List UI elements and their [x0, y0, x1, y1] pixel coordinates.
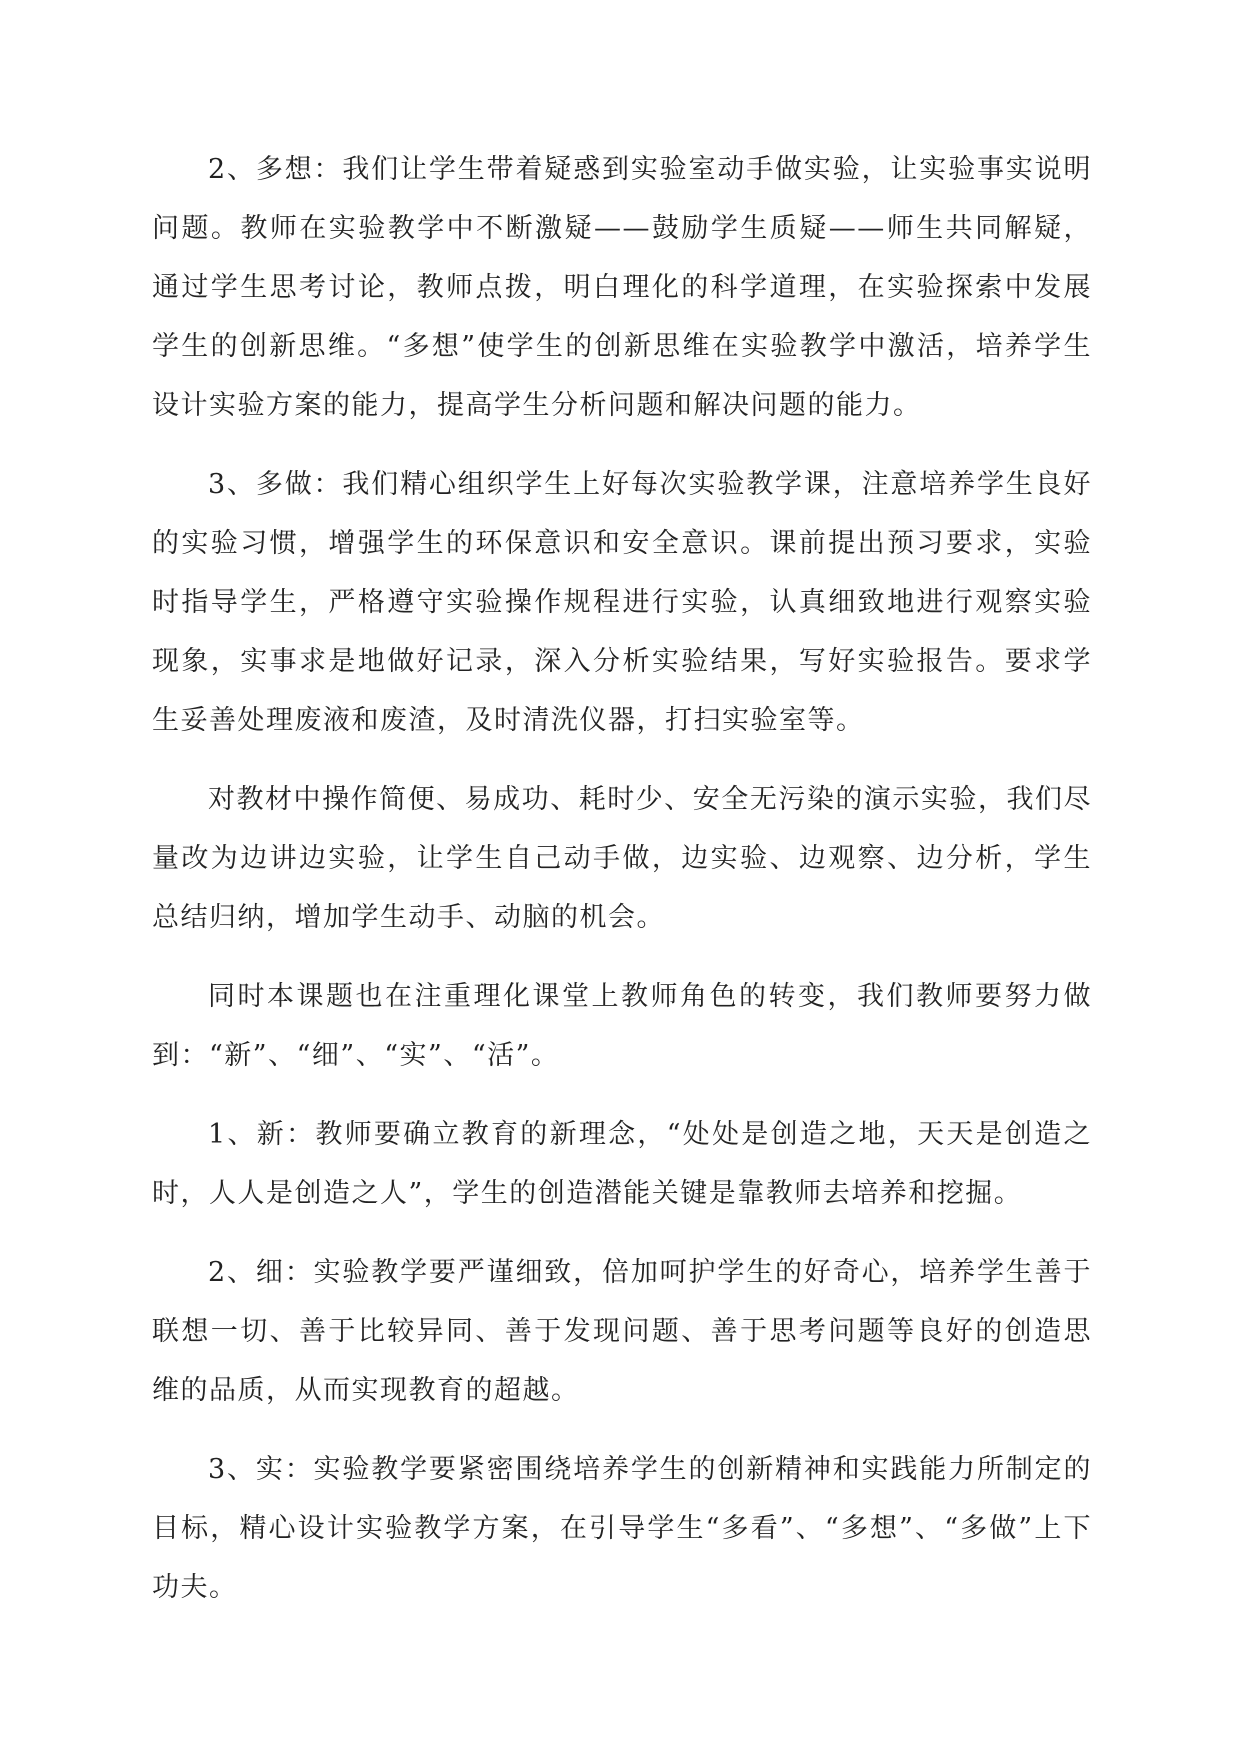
paragraph-teacher-role: 同时本课题也在注重理化课堂上教师角色的转变，我们教师要努力做到：“新”、“细”、“实”、“活”。 — [152, 981, 1092, 1071]
paragraph-shi: 3、实：实验教学要紧密围绕培养学生的创新精神和实践能力所制定的目标，精心设计实验教学方案，在引导学生“多看”、“多想”、“多做”上下功夫。 — [152, 1454, 1092, 1603]
paragraph-duozuo: 3、多做：我们精心组织学生上好每次实验教学课，注意培养学生良好的实验习惯，增强学生的环保意识和安全意识。课前提出预习要求，实验时指导学生，严格遵守实验操作规程进行实验，认真细致地进行观察实验现象，实事求是地做好记录，深入分析实验结果，写好实验报告。要求学生妥善处理废液和废渣，及时清洗仪器，打扫实验室等。 — [152, 469, 1092, 736]
paragraph-duoxiang: 2、多想：我们让学生带着疑惑到实验室动手做实验，让实验事实说明问题。教师在实验教学中不断激疑——鼓励学生质疑——师生共同解疑，通过学生思考讨论，教师点拨，明白理化的科学道理，在实验探索中发展学生的创新思维。“多想”使学生的创新思维在实验教学中激活，培养学生设计实验方案的能力，提高学生分析问题和解决问题的能力。 — [152, 154, 1092, 421]
paragraph-xin: 1、新：教师要确立教育的新理念，“处处是创造之地，天天是创造之时，人人是创造之人”，学生的创造潜能关键是靠教师去培养和挖掘。 — [152, 1119, 1092, 1209]
document-body — [152, 140, 1092, 1637]
paragraph-demo-experiments: 对教材中操作简便、易成功、耗时少、安全无污染的演示实验，我们尽量改为边讲边实验，让学生自己动手做，边实验、边观察、边分析，学生总结归纳，增加学生动手、动脑的机会。 — [152, 784, 1092, 933]
paragraph-xi: 2、细：实验教学要严谨细致，倍加呵护学生的好奇心，培养学生善于联想一切、善于比较异同、善于发现问题、善于思考问题等良好的创造思维的品质，从而实现教育的超越。 — [152, 1257, 1092, 1406]
